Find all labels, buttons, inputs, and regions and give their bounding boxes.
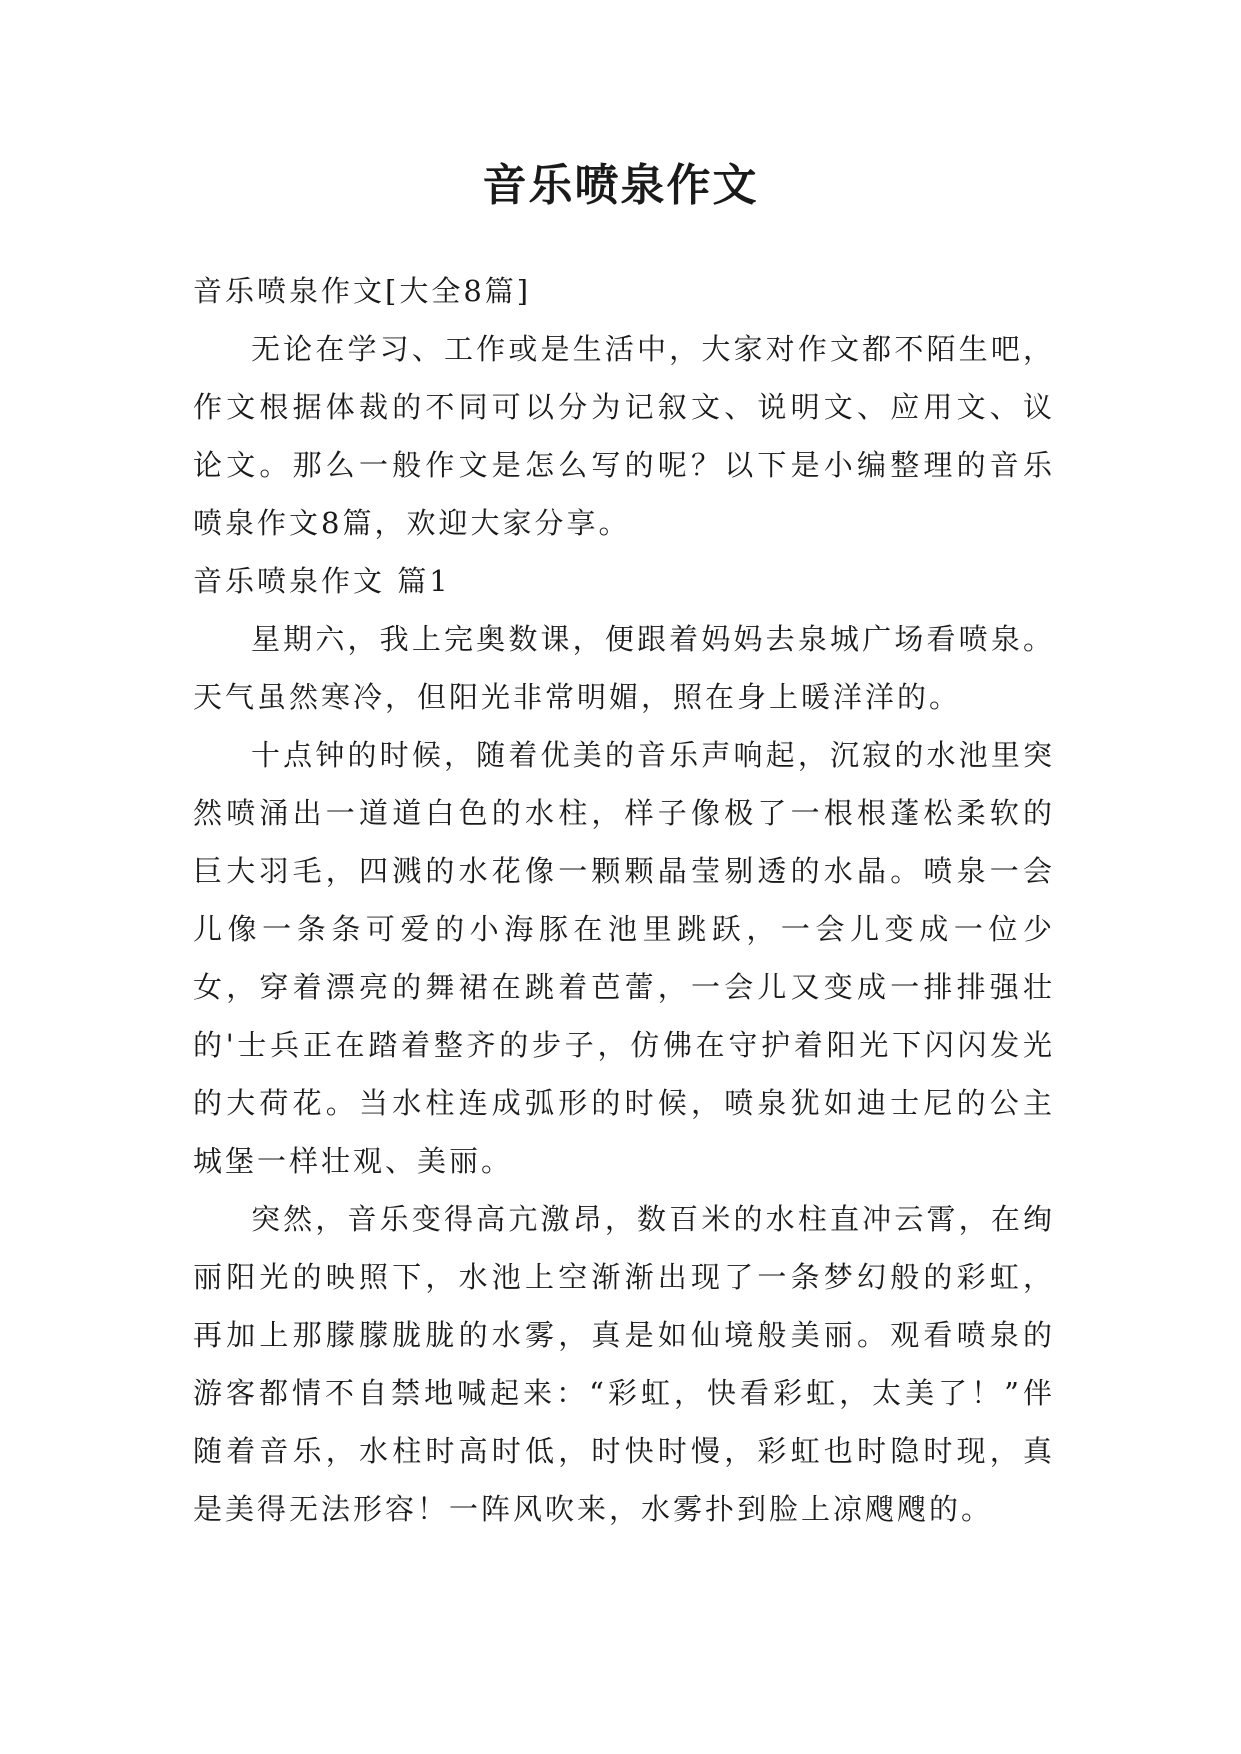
- body-paragraph-2: 十点钟的时候，随着优美的音乐声响起，沉寂的水池里突然喷涌出一道道白色的水柱，样子像极了一根根蓬松柔软的巨大羽毛，四溅的水花像一颗颗晶莹剔透的水晶。喷泉一会儿像一条条可爱的小海豚在池里跳跃，一会儿变成一位少女，穿着漂亮的舞裙在跳着芭蕾，一会儿又变成一排排强壮的'士兵正在踏着整齐的步子，仿佛在守护着阳光下闪闪发光的大荷花。当水柱连成弧形的时候，喷泉犹如迪士尼的公主城堡一样壮观、美丽。: [193, 738, 1055, 1178]
- body-paragraph-3: 突然，音乐变得高亢激昂，数百米的水柱直冲云霄，在绚丽阳光的映照下，水池上空渐渐出现了一条梦幻般的彩虹，再加上那朦朦胧胧的水雾，真是如仙境般美丽。观看喷泉的游客都情不自禁地喊起来：“彩虹，快看彩虹，太美了！”伴随着音乐，水柱时高时低，时快时慢，彩虹也时隐时现，真是美得无法形容！一阵风吹来，水雾扑到脸上凉飕飕的。: [193, 1202, 1055, 1526]
- intro-paragraph: 无论在学习、工作或是生活中，大家对作文都不陌生吧，作文根据体裁的不同可以分为记叙文、说明文、应用文、议论文。那么一般作文是怎么写的呢？以下是小编整理的音乐喷泉作文8篇，欢迎大家分享。: [193, 332, 1055, 540]
- document-body: [193, 262, 1055, 1538]
- body-paragraph-1: 星期六，我上完奥数课，便跟着妈妈去泉城广场看喷泉。天气虽然寒冷，但阳光非常明媚，照在身上暖洋洋的。: [193, 622, 1055, 714]
- document-title: 音乐喷泉作文: [482, 160, 759, 211]
- section-heading: 音乐喷泉作文 篇1: [193, 564, 451, 598]
- document-subtitle: 音乐喷泉作文[大全8篇]: [193, 274, 532, 308]
